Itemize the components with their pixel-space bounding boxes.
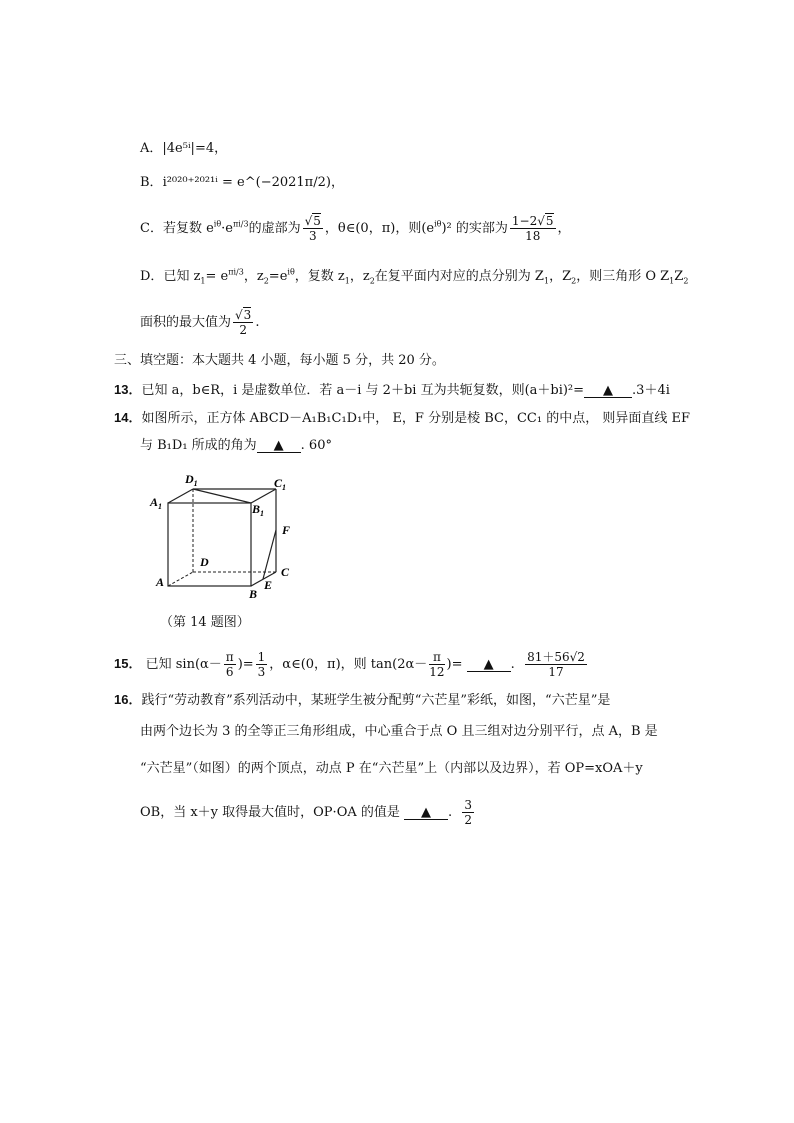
option-d-line2-end: .: [255, 315, 260, 330]
q14-line2: 与 B₁D₁ 所成的角为: [140, 438, 257, 453]
option-b: [140, 176, 344, 189]
question-14-line2: [140, 439, 332, 453]
option-c-text3: ，θ∈(0，π)，则(e: [324, 221, 435, 236]
edge-a1d1: [168, 489, 193, 503]
q13-blank: ▲: [584, 384, 632, 398]
label-e: E: [264, 578, 273, 592]
diagonal-b1d1: [193, 489, 251, 503]
label-d1: $D_1$: [185, 472, 198, 488]
cube-figure: [148, 466, 308, 606]
fraction-answer-c: $\frac{1-2√5}{18}$: [511, 214, 554, 243]
q15-text2: )=: [237, 657, 254, 672]
option-a-content: |4e⁵ⁱ|=4，: [162, 141, 228, 156]
q13-number: 13．: [114, 382, 142, 397]
label-a: A: [156, 575, 165, 589]
option-c-label: C．: [140, 221, 163, 236]
q13-tail: .3＋4i: [632, 383, 670, 398]
q16-line4: OB，当 x＋y 取得最大值时，OP·OA 的值是: [140, 805, 400, 820]
q15-text1: 已知 sin(α－: [145, 657, 222, 672]
label-c1: $C_1$: [274, 476, 287, 492]
q15-number: 15．: [114, 656, 142, 671]
option-a-label: A．: [140, 141, 163, 156]
option-c-text1: 若复数 e: [162, 221, 214, 236]
q16-line2: 由两个边长为 3 的全等正三角形组成，中心重合于点 O 且三组对边分别平行，点 A，B 是: [140, 724, 658, 739]
q14-tail: . 60°: [300, 438, 332, 453]
option-a: [140, 142, 227, 155]
question-15: [114, 650, 589, 679]
q15-answer: $\frac{81+56√2}{17}$: [527, 650, 585, 679]
option-d-text3: =e: [268, 269, 288, 284]
option-d-text2: ，z: [243, 269, 264, 284]
label-b1: $B_1$: [252, 502, 265, 518]
q16-blank: ▲: [404, 806, 448, 820]
option-d-text7: ，Z: [549, 269, 572, 284]
option-d-text1: 已知 z: [163, 269, 201, 284]
q15-text4: )=: [446, 657, 463, 672]
option-d-text4: ，复数 z: [294, 269, 345, 284]
option-d-line2: [140, 308, 259, 337]
option-c-text2: 的虚部为: [248, 221, 301, 236]
q14-number: 14．: [114, 410, 142, 425]
question-14: [114, 411, 690, 425]
label-c: C: [281, 565, 290, 579]
option-d-text5: ，z: [349, 269, 370, 284]
question-16: [114, 693, 610, 707]
fraction-1-3: $\frac{1}{3}$: [257, 650, 266, 679]
option-d: D．已知 $z_1= e^{\pi i/3}$，$z_2=e^{i\theta}$，复数 $z_1$，$z_2$在复平面内对应的点分别为 $Z_1$，$Z_2$，则三角形 O $Z_1Z_2$: [140, 267, 689, 286]
label-f: F: [282, 523, 291, 537]
option-c: C．若复数 $e^{i\theta}\cdot e^{\pi i/3}$的虚部为 $\frac{√5}{3}$ ，θ∈(0，π)，则$(e^{i\theta})^2$ 的实部为 $\frac{1-2√5}{18}$ ，: [140, 214, 571, 243]
option-d-text6: 在复平面内对应的点分别为 Z: [374, 269, 544, 284]
label-a1: $A_1$: [150, 495, 163, 511]
front-face: [168, 503, 251, 586]
fraction-pi-6: $\frac{\pi}{6}$: [225, 650, 234, 679]
fraction-sqrt3-2: $\frac{√3}{2}$: [235, 308, 252, 337]
q16-number: 16．: [114, 692, 142, 707]
q16-line4-row: [140, 798, 476, 827]
section-3-heading: 三、填空题：本大题共 4 小题，每小题 5 分，共 20 分。: [114, 353, 445, 368]
q15-blank: ▲: [467, 658, 511, 672]
figure-14-caption: （第 14 题图）: [160, 615, 250, 630]
label-d: D: [200, 555, 209, 569]
option-d-text8: ，则三角形 O Z: [576, 269, 670, 284]
fraction-sqrt5-3: $\frac{√5}{3}$: [304, 214, 321, 243]
edge-b1c1: [251, 489, 276, 503]
option-d-line2-text: 面积的最大值为: [140, 315, 232, 330]
option-b-content: i²⁰²⁰⁺²⁰²¹ⁱ = e^(−2021π/2)，: [162, 175, 344, 190]
q16-answer: $\frac{3}{2}$: [464, 798, 473, 827]
option-d-label: D．: [140, 269, 164, 284]
label-b: B: [249, 587, 258, 601]
edge-ad: [168, 572, 193, 586]
q14-line1: 如图所示，正方体 ABCD－A₁B₁C₁D₁中， E，F 分别是棱 BC，CC₁ 的中点， 则异面直线 EF: [141, 411, 690, 426]
q16-tail: .: [448, 805, 453, 820]
q16-line3: “六芒星”（如图）的两个顶点，动点 P 在“六芒星”上（内部以及边界），若 OP=xOA＋y: [140, 761, 643, 776]
q13-text: 已知 a，b∈R，i 是虚数单位．若 a－i 与 2＋bi 互为共轭复数，则(a＋bi)²=: [141, 383, 585, 398]
option-b-label: B．: [140, 175, 163, 190]
q15-text3: ，α∈(0，π)，则 tan(2α－: [269, 657, 428, 672]
q15-tail: .: [510, 657, 515, 672]
option-c-text4: )² 的实部为: [441, 221, 508, 236]
q16-line1: 践行“劳动教育”系列活动中，某班学生被分配剪“六芒星”彩纸，如图，“六芒星”是: [141, 693, 611, 708]
q14-blank: ▲: [257, 439, 301, 453]
fraction-pi-12: $\frac{\pi}{12}$: [429, 650, 445, 679]
question-13: [114, 383, 670, 398]
option-c-text5: ，: [557, 221, 571, 236]
